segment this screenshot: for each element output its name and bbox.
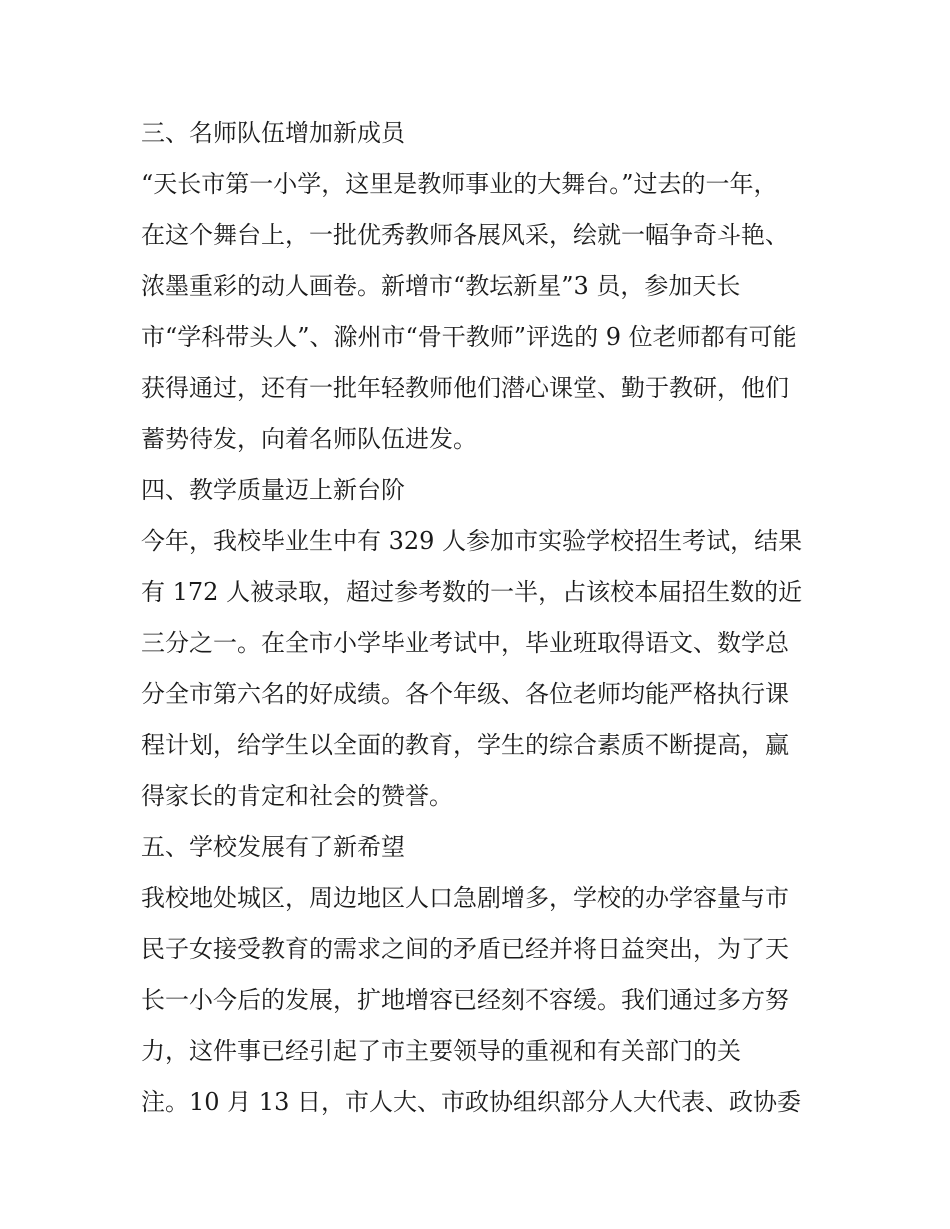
paragraph-line: 得家长的肯定和社会的赞誉。: [141, 782, 453, 810]
paragraph-line: 浓墨重彩的动人画卷。新增市“教坛新星”3 员，参加天长: [141, 272, 741, 300]
paragraph-line: “天长市第一小学，这里是教师事业的大舞台。”过去的一年，: [141, 170, 778, 198]
paragraph-line: 今年，我校毕业生中有 329 人参加市实验学校招生考试，结果: [141, 527, 803, 555]
document-body: [141, 108, 821, 1128]
section-heading-4: 四、教学质量迈上新台阶: [141, 476, 405, 504]
paragraph-line: 民子女接受教育的需求之间的矛盾已经并将日益突出，为了天: [141, 935, 789, 963]
paragraph-line: 获得通过，还有一批年轻教师他们潜心课堂、勤于教研，他们: [141, 374, 789, 402]
paragraph-line: 蓄势待发，向着名师队伍进发。: [141, 425, 477, 453]
paragraph-line: 分全市第六名的好成绩。各个年级、各位老师均能严格执行课: [141, 680, 789, 708]
paragraph-line: 三分之一。在全市小学毕业考试中，毕业班取得语文、数学总: [141, 629, 789, 657]
paragraph-line: 长一小今后的发展，扩地增容已经刻不容缓。我们通过多方努: [141, 986, 789, 1014]
paragraph-line: 市“学科带头人”、滁州市“骨干教师”评选的 9 位老师都有可能: [141, 323, 797, 351]
paragraph-line: 我校地处城区，周边地区人口急剧增多，学校的办学容量与市: [141, 884, 789, 912]
paragraph-line: 程计划，给学生以全面的教育，学生的综合素质不断提高，赢: [141, 731, 789, 759]
paragraph-line: 有 172 人被录取，超过参考数的一半，占该校本届招生数的近: [141, 578, 803, 606]
paragraph-line: 力，这件事已经引起了市主要领导的重视和有关部门的关: [141, 1037, 741, 1065]
section-heading-3: 三、名师队伍增加新成员: [141, 119, 405, 147]
paragraph-line: 注。10 月 13 日，市人大、市政协组织部分人大代表、政协委: [141, 1088, 801, 1116]
section-heading-5: 五、学校发展有了新希望: [141, 833, 405, 861]
paragraph-line: 在这个舞台上，一批优秀教师各展风采，绘就一幅争奇斗艳、: [141, 221, 789, 249]
